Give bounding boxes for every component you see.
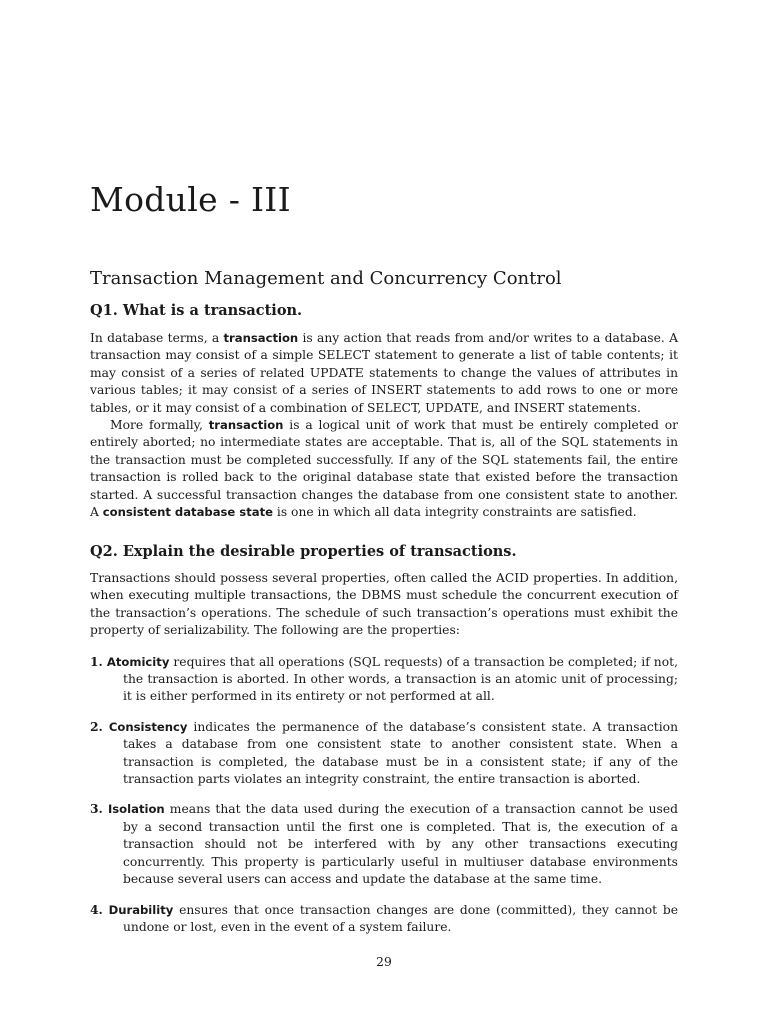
- q2-body: [90, 570, 678, 948]
- q1-p2-text-b: is a logical unit of work that must be entirely completed or entirely aborted; no intermediate states are acceptable. That is, all of the SQL statements in the transaction must be completed successfully. If any of the SQL statements fail, the entire transaction is rolled back to the original database state that existed before the transaction started. A successful transaction changes the database from one consistent state to another. A: [90, 418, 679, 520]
- module-title: Module - III: [90, 180, 291, 219]
- property-text: means that the data used during the execution of a transaction cannot be used by a second transaction until the first one is completed. That is, the execution of a transaction should not be interfered with by any other transactions executing concurrently. This property is particularly useful in multiuser database environments because several users can access and update the database at the same time.: [123, 802, 678, 887]
- property-term: Atomicity: [106, 654, 170, 669]
- properties-list: [90, 653, 678, 937]
- q1-paragraph-1: [90, 330, 678, 417]
- property-number: 1.: [90, 653, 103, 669]
- q1-paragraph-2: [90, 417, 678, 521]
- q2-intro: Transactions should possess several properties, often called the ACID properties. In addition, when executing multiple transactions, the DBMS must schedule the concurrent execution of the transaction’s operations. The schedule of such transaction’s operations must exhibit the property of serializability. The following are the properties:: [90, 571, 678, 638]
- property-text: ensures that once transaction changes are done (committed), they cannot be undone or lost, even in the event of a system failure.: [123, 902, 678, 934]
- property-term: Consistency: [108, 719, 188, 734]
- q1-p1-text-a: In database terms, a: [90, 331, 224, 345]
- q1-body: [90, 330, 678, 521]
- q1-p1-term: transaction: [223, 331, 299, 345]
- property-number: 4.: [90, 901, 103, 917]
- q1-p2-text-c: is one in which all data integrity constraints are satisfied.: [272, 505, 637, 520]
- property-item-consistency: [90, 718, 678, 789]
- property-term: Isolation: [107, 802, 165, 817]
- property-item-isolation: [90, 800, 678, 888]
- q1-p2-term: transaction: [208, 418, 284, 433]
- property-number: 2.: [90, 718, 103, 734]
- property-number: 3.: [90, 801, 103, 817]
- q2-heading: Q2. Explain the desirable properties of transactions.: [90, 543, 517, 560]
- property-term: Durability: [108, 902, 174, 917]
- property-text: requires that all operations (SQL requests) of a transaction be completed; if not, the transaction is aborted. In other words, a transaction is an atomic unit of processing; it is either performed in its entirety or not performed at all.: [123, 654, 678, 704]
- property-text: indicates the permanence of the database’s consistent state. A transaction takes a database from one consistent state to another consistent state. When a transaction is completed, the database must be in a consistent state; if any of the transaction parts violates an integrity constraint, the entire transaction is aborted.: [123, 719, 678, 787]
- q1-p2-text-a: More formally,: [110, 418, 209, 433]
- section-title: Transaction Management and Concurrency Control: [90, 268, 562, 289]
- q1-heading: Q1. What is a transaction.: [90, 302, 303, 319]
- page-number: 29: [376, 955, 392, 969]
- property-item-durability: [90, 901, 678, 937]
- property-item-atomicity: [90, 653, 678, 706]
- q1-p1-text-b: is any action that reads from and/or writes to a database. A transaction may consist of a simple SELECT statement to generate a list of table contents; it may consist of a series of related UPDATE statements to change the values of attributes in various tables; it may consist of a series of INSERT statements to add rows to one or more tables, or it may consist of a combination of SELECT, UPDATE, and INSERT statements.: [90, 331, 678, 415]
- q1-p2-term-2: consistent database state: [102, 505, 273, 520]
